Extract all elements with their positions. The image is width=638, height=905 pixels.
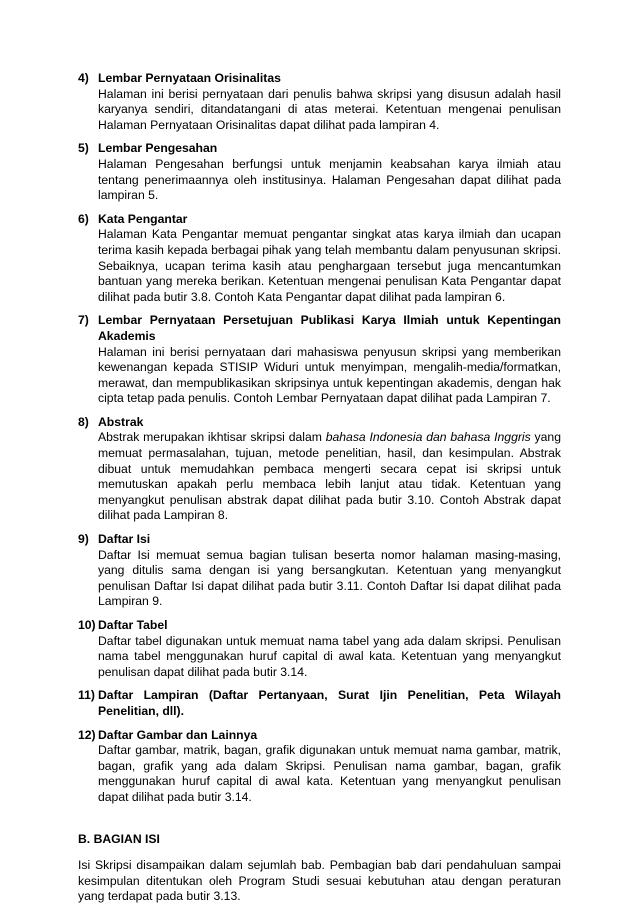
item-title: Daftar Isi — [98, 532, 151, 547]
list-item-8 — [78, 415, 561, 524]
item-body-text: yang memuat permasalahan, tujuan, metode penelitian, hasil, dan kesimpulan. Abstrak dibuat untuk memudahkan pembaca mengerti secara cepat isi skripsi untuk memutuskan apakah perlu membaca lebih lanjut atau tidak. Ketentuan yang menyangkut penulisan abstrak dapat dilihat pada butir 3.10. Contoh Abstrak dapat dilihat pada Lampiran 8. — [98, 430, 561, 523]
item-body: Daftar tabel digunakan untuk memuat nama tabel yang ada dalam skripsi. Penulisan nama tabel menggunakan huruf capital di awal kata. Ketentuan yang menyangkut penulisan dapat dilihat pada butir 3.14. — [98, 633, 561, 679]
item-title: Lembar Pernyataan Persetujuan Publikasi Karya Ilmiah untuk Kepentingan Akademis — [98, 313, 561, 343]
list-item-9 — [78, 532, 561, 610]
section-heading: B. BAGIAN ISI — [78, 831, 160, 846]
item-number: 11) — [78, 688, 95, 703]
item-body: Halaman Pengesahan berfungsi untuk menjamin keabsahan karya ilmiah atau tentang penerimaannya oleh institusinya. Halaman Pengesahan dapat dilihat pada lampiran 5. — [98, 156, 561, 203]
list-item-6 — [78, 212, 561, 306]
item-title: Kata Pengantar — [98, 211, 188, 226]
list-item-11 — [78, 688, 561, 719]
item-title: Abstrak — [98, 414, 144, 429]
item-number: 9) — [78, 532, 89, 547]
item-number: 8) — [78, 414, 89, 429]
item-title: Lembar Pengesahan — [98, 141, 218, 156]
item-body: Halaman ini berisi pernyataan dari penulis bahwa skripsi yang disusun adalah hasil karyanya sendiri, ditandatangani di atas meterai. Ketentuan mengenai penulisan Halaman Pernyataan Orisinalitas dapat dilihat pada lampiran 4. — [98, 86, 561, 132]
section-paragraph: Isi Skripsi disampaikan dalam sejumlah bab. Pembagian bab dari pendahuluan sampai kesimpulan ditentukan oleh Program Studi sesuai kebutuhan atau dengan peraturan yang terdapat pada butir 3.13. — [78, 858, 561, 904]
item-number: 5) — [78, 141, 89, 156]
list-item-4 — [78, 71, 561, 133]
item-number: 7) — [78, 313, 89, 328]
item-title: Daftar Gambar dan Lainnya — [98, 727, 258, 742]
item-title: Lembar Pernyataan Orisinalitas — [98, 71, 281, 85]
item-body-italic: bahasa Indonesia dan bahasa Inggris — [325, 430, 531, 445]
item-body — [98, 430, 561, 524]
item-number: 6) — [78, 211, 89, 226]
item-number: 12) — [78, 727, 96, 742]
list-item-10 — [78, 618, 561, 680]
item-body: Daftar Isi memuat semua bagian tulisan beserta nomor halaman masing-masing, yang ditulis sama dengan isi yang bersangkutan. Ketentuan yang menyangkut penulisan Daftar Isi dapat dilihat pada butir 3.11. Contoh Daftar Isi dapat dilihat pada Lampiran 9. — [98, 547, 561, 609]
item-number: 4) — [78, 71, 89, 85]
list-item-12 — [78, 728, 561, 806]
item-body: Halaman Kata Pengantar memuat pengantar singkat atas karya ilmiah dan ucapan terima kasih kepada berbagai pihak yang telah membantu dalam penyusunan skripsi. Sebaiknya, ucapan terima kasih atau penghargaan tersebut juga mencantumkan bantuan yang mereka berikan. Ketentuan mengenai penulisan Kata Pengantar dapat dilihat pada butir 3.8. Contoh Kata Pengantar dapat dilihat pada lampiran 6. — [98, 227, 561, 304]
item-body: Daftar gambar, matrik, bagan, grafik digunakan untuk memuat nama gambar, matrik, bagan, grafik yang ada dalam Skripsi. Penulisan nama gambar, bagan, grafik menggunakan huruf capital di awal kata. Ketentuan yang menyangkut penulisan dapat dilihat pada butir 3.14. — [98, 743, 561, 804]
list-item-5 — [78, 141, 561, 203]
item-title: Daftar Lampiran (Daftar Pertanyaan, Surat Ijin Penelitian, Peta Wilayah Penelitian, dll). — [98, 688, 561, 718]
item-number: 10) — [78, 618, 96, 632]
page-content — [78, 71, 561, 905]
item-body-text: Abstrak merupakan ikhtisar skripsi dalam — [98, 430, 326, 445]
item-body: Halaman ini berisi pernyataan dari mahasiswa penyusun skripsi yang memberikan kewenangan kepada STISIP Widuri untuk menyimpan, mengalih-media/formatkan, merawat, dan mempublikasikan skripsinya untuk kepentingan akademis, dengan hak cipta tetap pada penulis. Contoh Lembar Pernyataan dapat dilihat pada Lampiran 7. — [98, 344, 561, 406]
item-title: Daftar Tabel — [98, 618, 168, 632]
list-item-7 — [78, 313, 561, 407]
